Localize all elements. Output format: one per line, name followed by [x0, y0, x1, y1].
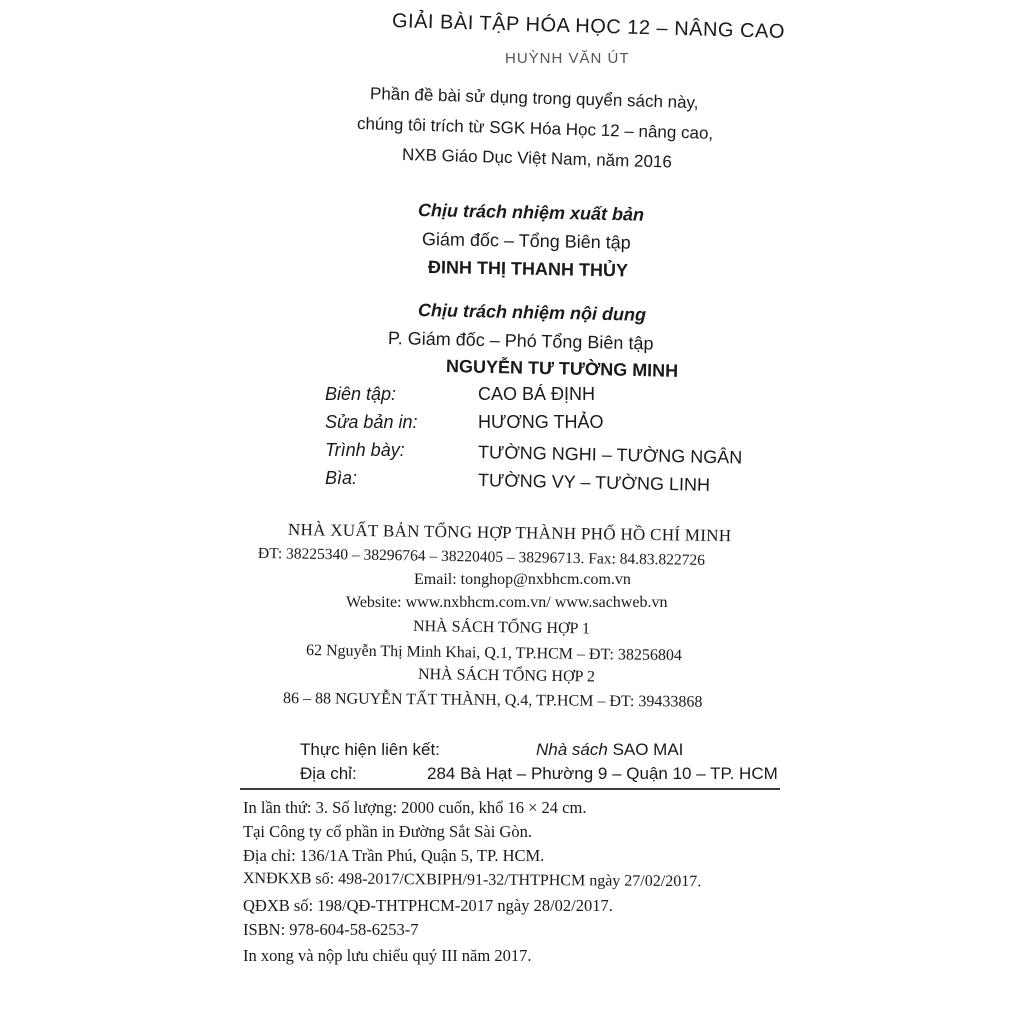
- credit-value-layout: TƯỜNG NGHI – TƯỜNG NGÂN: [477, 442, 743, 468]
- book-title: GIẢI BÀI TẬP HÓA HỌC 12 – NÂNG CAO: [391, 10, 786, 43]
- publisher-phone: ĐT: 38225340 – 38296764 – 38220405 – 38296713. Fax: 84.83.822726: [257, 545, 706, 570]
- printing-line-2: Tại Công ty cổ phần in Đường Sắt Sài Gòn.: [243, 822, 532, 841]
- partner-name: SAO MAI: [612, 740, 684, 759]
- publishing-responsibility-label: Chịu trách nhiệm xuất bản: [417, 200, 645, 225]
- partner-address-value: 284 Bà Hạt – Phường 9 – Quận 10 – TP. HCM: [427, 764, 778, 783]
- store-2-address: 86 – 88 NGUYỄN TẤT THÀNH, Q.4, TP.HCM – ĐT: 39433868: [282, 690, 703, 711]
- credit-label-editor: Biên tập:: [325, 384, 397, 404]
- printing-line-7: In xong và nộp lưu chiểu quý III năm 2017.: [243, 946, 532, 965]
- credit-label-proofreader: Sửa bản in:: [325, 412, 418, 432]
- store-1-address: 62 Nguyễn Thị Minh Khai, Q.1, TP.HCM – ĐT: 38256804: [305, 642, 683, 665]
- content-person: NGUYỄN TƯ TƯỜNG MINH: [445, 356, 679, 381]
- store-1-name: NHÀ SÁCH TỔNG HỢP 1: [412, 618, 591, 638]
- printing-line-4: XNĐKXB số: 498-2017/CXBIPH/91-32/THTPHCM ngày 27/02/2017.: [242, 870, 702, 891]
- store-2-name: NHÀ SÁCH TỔNG HỢP 2: [417, 666, 596, 686]
- partner-prefix: Nhà sách: [536, 740, 608, 759]
- printing-line-6: ISBN: 978-604-58-6253-7: [243, 920, 419, 939]
- intro-line-3: NXB Giáo Dục Việt Nam, năm 2016: [401, 145, 673, 172]
- credit-value-proofreader: HƯƠNG THẢO: [478, 412, 604, 432]
- credit-value-cover: TƯỜNG VY – TƯỜNG LINH: [477, 470, 711, 495]
- publisher-name: NHÀ XUẤT BẢN TỔNG HỢP THÀNH PHỐ HỒ CHÍ MINH: [287, 520, 732, 546]
- partner-label: Thực hiện liên kết:: [300, 740, 440, 759]
- publisher-website: Website: www.nxbhcm.com.vn/ www.sachweb.vn: [346, 594, 668, 611]
- credit-label-cover: Bìa:: [325, 468, 358, 488]
- publisher-email: Email: tonghop@nxbhcm.com.vn: [414, 571, 631, 588]
- credit-value-editor: CAO BÁ ĐỊNH: [478, 384, 596, 404]
- intro-line-1: Phần đề bài sử dụng trong quyển sách này,: [369, 84, 699, 113]
- partner-address-label: Địa chỉ:: [300, 764, 357, 783]
- publishing-role: Giám đốc – Tổng Biên tập: [421, 229, 631, 253]
- content-role: P. Giám đốc – Phó Tổng Biên tập: [387, 328, 654, 354]
- partner-value: [536, 740, 683, 760]
- credit-label-layout: Trình bày:: [325, 440, 405, 460]
- printing-line-3: Địa chỉ: 136/1A Trần Phú, Quận 5, TP. HCM.: [243, 846, 545, 865]
- publishing-person: ĐINH THỊ THANH THỦY: [427, 257, 629, 281]
- printing-line-5: QĐXB số: 198/QĐ-THTPHCM-2017 ngày 28/02/2017.: [243, 896, 613, 915]
- separator-rule: [240, 788, 780, 790]
- intro-line-2: chúng tôi trích từ SGK Hóa Học 12 – nâng cao,: [356, 114, 714, 143]
- printing-line-1: In lần thứ: 3. Số lượng: 2000 cuốn, khổ 16 × 24 cm.: [243, 798, 587, 817]
- content-responsibility-label: Chịu trách nhiệm nội dung: [417, 300, 647, 325]
- author-name: HUỲNH VĂN ÚT: [505, 50, 630, 67]
